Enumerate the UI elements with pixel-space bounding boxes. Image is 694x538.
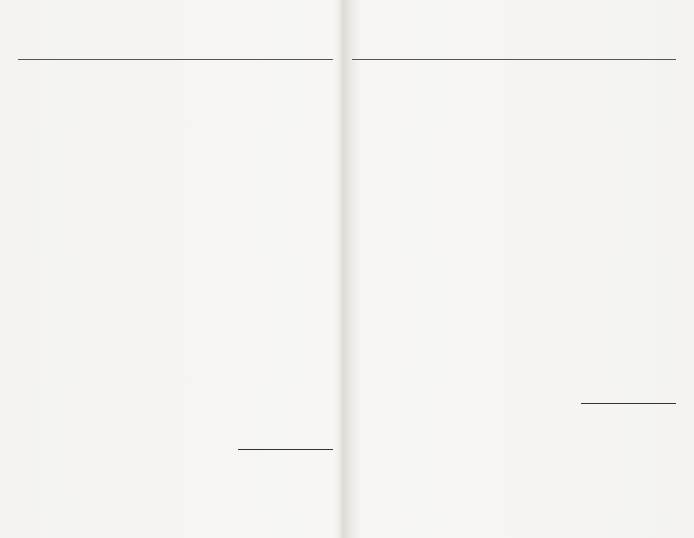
right-page-header: [352, 42, 676, 56]
footnote-rule: [581, 403, 676, 404]
right-page-body: [352, 66, 676, 70]
header-rule: [352, 59, 676, 60]
left-page-header: [18, 42, 333, 56]
right-page: [352, 0, 676, 538]
book-gutter: [338, 0, 348, 538]
left-page: [18, 0, 333, 538]
footnote-rule: [238, 449, 333, 450]
left-page-body: [18, 66, 333, 70]
header-rule: [18, 59, 333, 60]
